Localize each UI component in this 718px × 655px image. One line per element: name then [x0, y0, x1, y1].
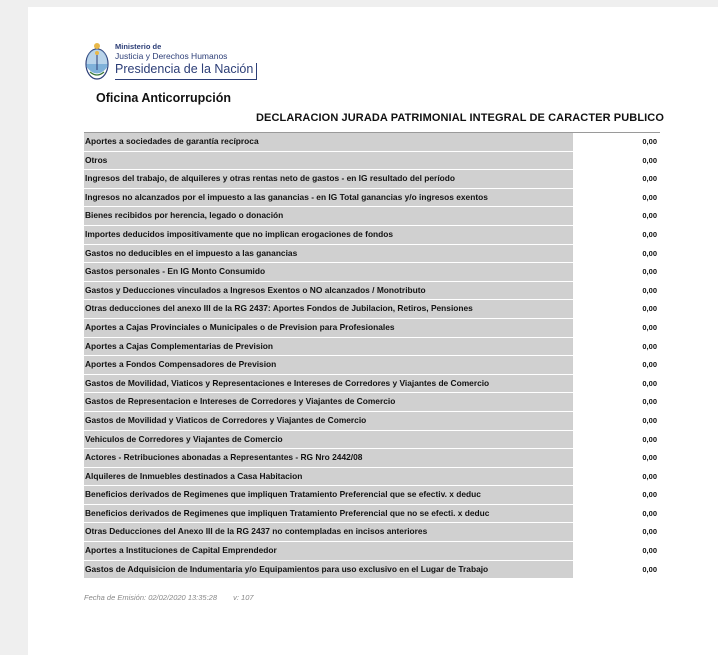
- table-row: [84, 412, 660, 431]
- row-value: 0,00: [572, 245, 660, 263]
- presidencia-label: Presidencia de la Nación: [115, 63, 257, 80]
- row-label: Otras Deducciones del Anexo III de la RG 2437 no contempladas en incisos anteriores: [85, 526, 428, 537]
- row-value: 0,00: [572, 319, 660, 337]
- row-label: Otras deducciones del anexo III de la RG 2437: Aportes Fondos de Jubilacion, Retiros, Pensiones: [85, 303, 473, 314]
- row-label: Otros: [85, 154, 108, 165]
- table-row: [84, 486, 660, 505]
- table-row: [84, 263, 660, 282]
- row-value: 0,00: [572, 505, 660, 523]
- row-value: 0,00: [572, 356, 660, 374]
- row-value: 0,00: [572, 300, 660, 318]
- row-value: 0,00: [572, 523, 660, 541]
- row-value: 0,00: [572, 338, 660, 356]
- declaration-table: [84, 132, 660, 579]
- table-row: [84, 449, 660, 468]
- row-value: 0,00: [572, 375, 660, 393]
- document-title: DECLARACION JURADA PATRIMONIAL INTEGRAL DE CARACTER PUBLICO: [256, 112, 665, 124]
- row-label: Beneficios derivados de Regimenes que impliquen Tratamiento Preferencial que no se efecti. x deduc: [85, 507, 490, 518]
- row-label: Actores - Retribuciones abonadas a Representantes - RG Nro 2442/08: [85, 452, 363, 463]
- table-row: [84, 505, 660, 524]
- row-label: Ingresos del trabajo, de alquileres y otras rentas neto de gastos - en IG resultado del período: [85, 173, 455, 184]
- table-row: [84, 300, 660, 319]
- row-value: 0,00: [572, 412, 660, 430]
- row-label: Gastos de Adquisicion de Indumentaria y/o Equipamientos para uso exclusivo en el Lugar de Trabajo: [85, 563, 489, 574]
- row-value: 0,00: [572, 133, 660, 151]
- row-label: Gastos de Representacion e Intereses de Corredores y Viajantes de Comercio: [85, 396, 396, 407]
- row-value: 0,00: [572, 561, 660, 579]
- row-label: Importes deducidos impositivamente que no implican erogaciones de fondos: [85, 228, 394, 239]
- row-label: Aportes a Instituciones de Capital Emprendedor: [85, 545, 277, 556]
- row-label: Vehiculos de Corredores y Viajantes de Comercio: [85, 433, 283, 444]
- row-value: 0,00: [572, 263, 660, 281]
- table-row: [84, 431, 660, 450]
- table-row: [84, 207, 660, 226]
- table-row: [84, 338, 660, 357]
- table-row: [84, 170, 660, 189]
- row-value: 0,00: [572, 170, 660, 188]
- row-value: 0,00: [572, 393, 660, 411]
- row-value: 0,00: [572, 282, 660, 300]
- row-label: Gastos y Deducciones vinculados a Ingresos Exentos o NO alcanzados / Monotributo: [85, 284, 426, 295]
- row-value: 0,00: [572, 189, 660, 207]
- row-label: Bienes recibidos por herencia, legado o donación: [85, 210, 284, 221]
- table-row: [84, 542, 660, 561]
- row-label: Gastos de Movilidad, Viaticos y Representaciones e Intereses de Corredores y Viajantes de Comercio: [85, 377, 490, 388]
- row-value: 0,00: [572, 542, 660, 560]
- row-label: Aportes a Cajas Complementarias de Prevision: [85, 340, 274, 351]
- row-value: 0,00: [572, 152, 660, 170]
- argentina-seal-icon: [85, 42, 109, 82]
- ministerio-label: Ministerio de: [115, 42, 162, 51]
- office-title: Oficina Anticorrupción: [96, 91, 231, 105]
- document-page: [28, 7, 718, 655]
- table-row: [84, 523, 660, 542]
- ministry-logo: [85, 40, 285, 94]
- table-row: [84, 356, 660, 375]
- table-row: [84, 393, 660, 412]
- table-row: [84, 226, 660, 245]
- row-label: Aportes a sociedades de garantía recíproca: [85, 136, 259, 146]
- table-row: [84, 282, 660, 301]
- row-label: Ingresos no alcanzados por el impuesto a las ganancias - en IG Total ganancias y/o ingresos exentos: [85, 191, 488, 202]
- row-label: Aportes a Cajas Provinciales o Municipales o de Prevision para Profesionales: [85, 321, 395, 332]
- row-value: 0,00: [572, 468, 660, 486]
- table-row: [84, 319, 660, 338]
- row-value: 0,00: [572, 486, 660, 504]
- row-label: Beneficios derivados de Regimenes que impliquen Tratamiento Preferencial que se efectiv. x deduc: [85, 489, 481, 500]
- row-value: 0,00: [572, 431, 660, 449]
- ministerio-name: Justicia y Derechos Humanos: [115, 50, 228, 61]
- row-value: 0,00: [572, 449, 660, 467]
- table-row: [84, 152, 660, 171]
- row-value: 0,00: [572, 226, 660, 244]
- table-row: [84, 189, 660, 208]
- row-label: Gastos no deducibles en el impuesto a las ganancias: [85, 247, 298, 258]
- row-label: Gastos de Movilidad y Viaticos de Corredores y Viajantes de Comercio: [85, 414, 367, 425]
- table-row: [84, 468, 660, 487]
- row-label: Alquileres de Inmuebles destinados a Casa Habitacion: [85, 470, 303, 481]
- table-row: [84, 133, 660, 152]
- footer: [84, 593, 254, 602]
- table-row: [84, 245, 660, 264]
- row-label: Aportes a Fondos Compensadores de Prevision: [85, 359, 277, 370]
- table-row: [84, 561, 660, 580]
- table-row: [84, 375, 660, 394]
- emission-date: Fecha de Emisión: 02/02/2020 13:35:28: [84, 593, 218, 602]
- row-label: Gastos personales - En IG Monto Consumido: [85, 266, 266, 277]
- row-value: 0,00: [572, 207, 660, 225]
- logo-text: [115, 43, 257, 80]
- version-label: v: 107: [233, 593, 254, 602]
